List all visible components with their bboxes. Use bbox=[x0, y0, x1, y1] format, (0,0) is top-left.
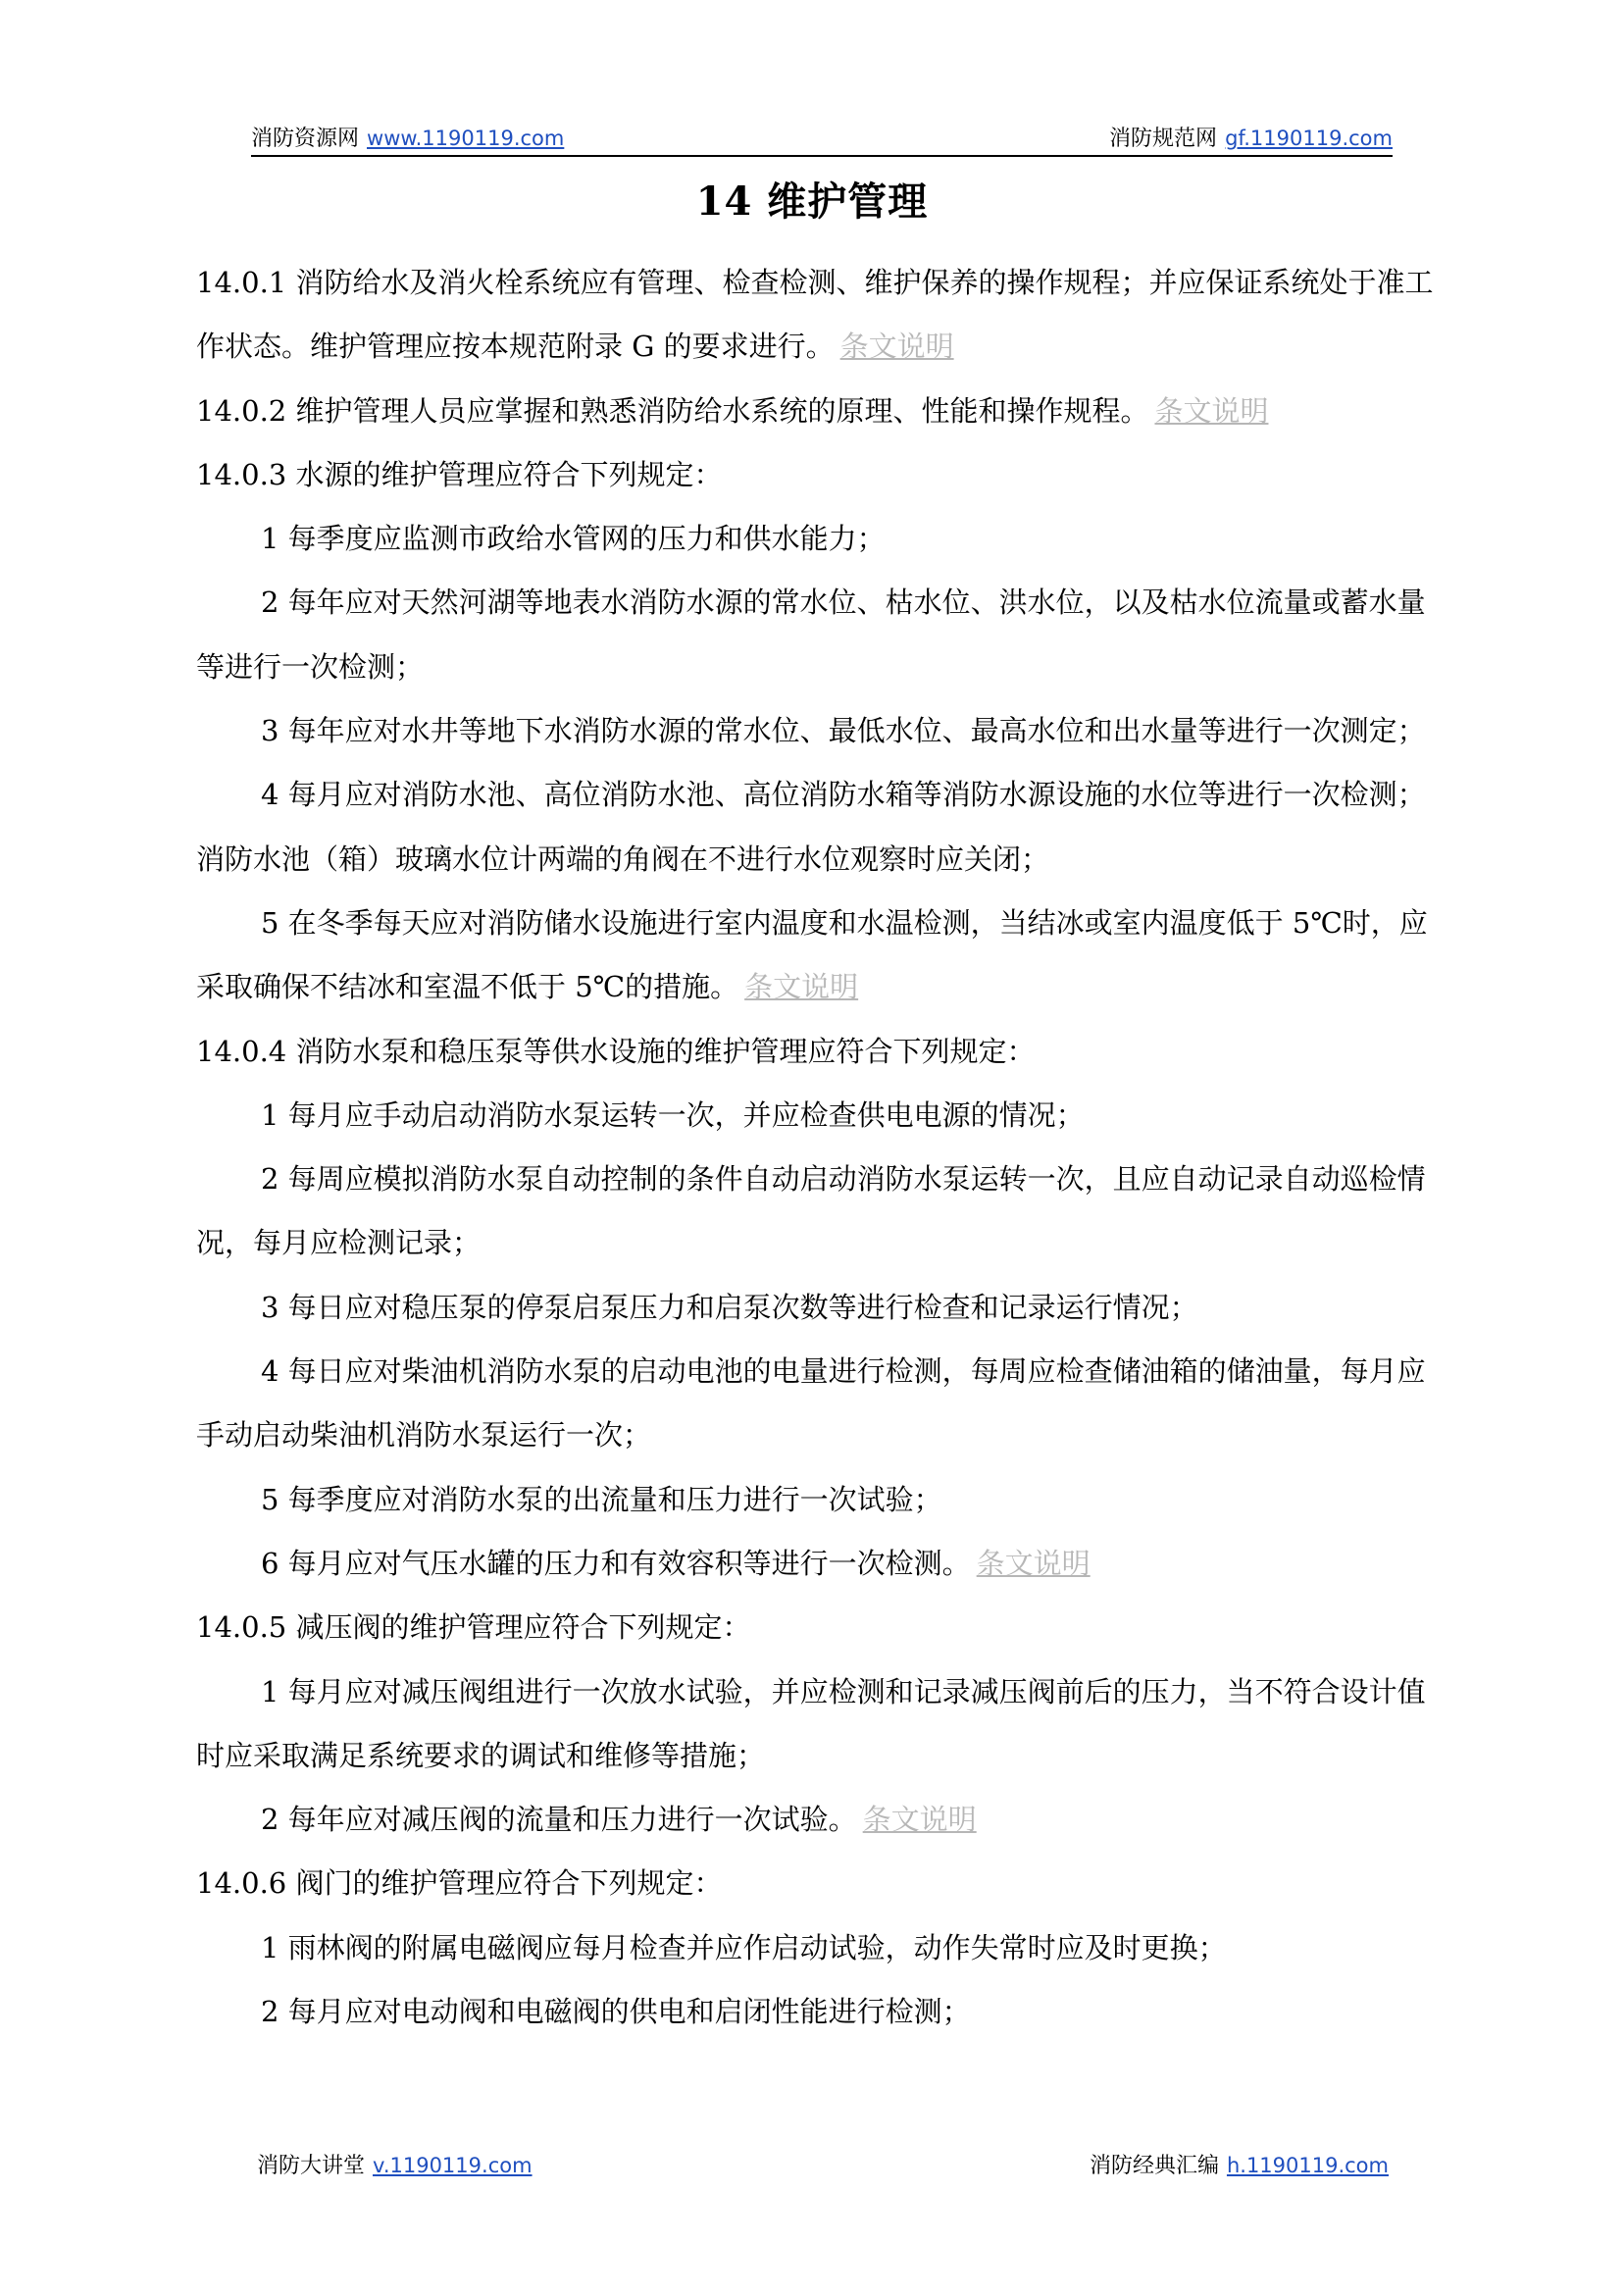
list-item: 5 在冬季每天应对消防储水设施进行室内温度和水温检测，当结冰或室内温度低于 5℃时，应采取确保不结冰和室温不低于 5℃的措施。 条文说明 bbox=[196, 905, 1428, 1004]
clause-note-link[interactable]: 条文说明 bbox=[744, 970, 859, 1004]
header-left-link[interactable]: www.1190119.com bbox=[367, 127, 565, 150]
list-item: 5 每季度应对消防水泵的出流量和压力进行一次试验； bbox=[261, 1482, 942, 1516]
clause-14-0-6: 14.0.6 阀门的维护管理应符合下列规定： bbox=[196, 1866, 723, 1901]
clause-14-0-2: 14.0.2 维护管理人员应掌握和熟悉消防给水系统的原理、性能和操作规程。 条文说明 bbox=[196, 393, 1269, 428]
footer-left bbox=[257, 2149, 533, 2179]
list-item: 2 每年应对天然河湖等地表水消防水源的常水位、枯水位、洪水位，以及枯水位流量或蓄水量等进行一次检测； bbox=[196, 586, 1426, 684]
page-title: 14 维护管理 bbox=[695, 178, 929, 225]
list-item: 6 每月应对气压水罐的压力和有效容积等进行一次检测。 条文说明 bbox=[261, 1546, 1091, 1580]
list-item: 1 每季度应监测市政给水管网的压力和供水能力； bbox=[261, 522, 886, 556]
footer-right bbox=[1090, 2149, 1389, 2179]
footer-left-link[interactable]: v.1190119.com bbox=[373, 2154, 533, 2177]
clause-14-0-4: 14.0.4 消防水泵和稳压泵等供水设施的维护管理应符合下列规定： bbox=[196, 1034, 1036, 1068]
clause-note-link[interactable]: 条文说明 bbox=[1154, 393, 1269, 428]
list-item: 3 每日应对稳压泵的停泵启泵压力和启泵次数等进行检查和记录运行情况； bbox=[261, 1290, 1198, 1324]
header-left-label: 消防资源网 bbox=[251, 127, 360, 151]
page-header bbox=[251, 118, 1393, 157]
list-item: 4 每月应对消防水池、高位消防水池、高位消防水箱等消防水源设施的水位等进行一次检测；消防水池（箱）玻璃水位计两端的角阀在不进行水位观察时应关闭； bbox=[196, 778, 1426, 876]
list-item: 4 每日应对柴油机消防水泵的启动电池的电量进行检测，每周应检查储油箱的储油量，每月应手动启动柴油机消防水泵运行一次； bbox=[196, 1354, 1426, 1453]
list-item: 2 每年应对减压阀的流量和压力进行一次试验。 条文说明 bbox=[261, 1803, 977, 1837]
footer-right-link[interactable]: h.1190119.com bbox=[1226, 2154, 1389, 2177]
clause-note-link[interactable]: 条文说明 bbox=[862, 1803, 977, 1837]
list-item: 1 每月应对减压阀组进行一次放水试验，并应检测和记录减压阀前后的压力，当不符合设计值时应采取满足系统要求的调试和维修等措施； bbox=[196, 1674, 1426, 1772]
list-item: 1 雨林阀的附属电磁阀应每月检查并应作启动试验，动作失常时应及时更换； bbox=[261, 1930, 1227, 1964]
list-item: 3 每年应对水井等地下水消防水源的常水位、最低水位、最高水位和出水量等进行一次测定； bbox=[261, 714, 1426, 748]
clause-note-link[interactable]: 条文说明 bbox=[976, 1546, 1091, 1580]
footer-left-label: 消防大讲堂 bbox=[257, 2154, 366, 2178]
header-right-link[interactable]: gf.1190119.com bbox=[1225, 127, 1393, 150]
list-item: 2 每月应对电动阀和电磁阀的供电和启闭性能进行检测； bbox=[261, 1995, 971, 2029]
footer-right-label: 消防经典汇编 bbox=[1089, 2154, 1219, 2178]
clause-note-link[interactable]: 条文说明 bbox=[839, 330, 954, 364]
page-footer bbox=[257, 2149, 1389, 2184]
clause-14-0-1: 14.0.1 消防给水及消火栓系统应有管理、检查检测、维护保养的操作规程；并应保证系统处于准工作状态。维护管理应按本规范附录 G 的要求进行。 条文说明 bbox=[196, 266, 1434, 364]
header-right bbox=[1109, 122, 1393, 152]
list-item: 2 每周应模拟消防水泵自动控制的条件自动启动消防水泵运转一次，且应自动记录自动巡检情况，每月应检测记录； bbox=[196, 1162, 1426, 1260]
clause-14-0-3: 14.0.3 水源的维护管理应符合下列规定： bbox=[196, 457, 723, 491]
list-item: 1 每月应手动启动消防水泵运转一次，并应检查供电电源的情况； bbox=[261, 1097, 1085, 1132]
header-left bbox=[251, 122, 564, 152]
clause-14-0-5: 14.0.5 减压阀的维护管理应符合下列规定： bbox=[196, 1610, 751, 1645]
header-right-label: 消防规范网 bbox=[1109, 127, 1218, 151]
document-body bbox=[196, 251, 1447, 2044]
